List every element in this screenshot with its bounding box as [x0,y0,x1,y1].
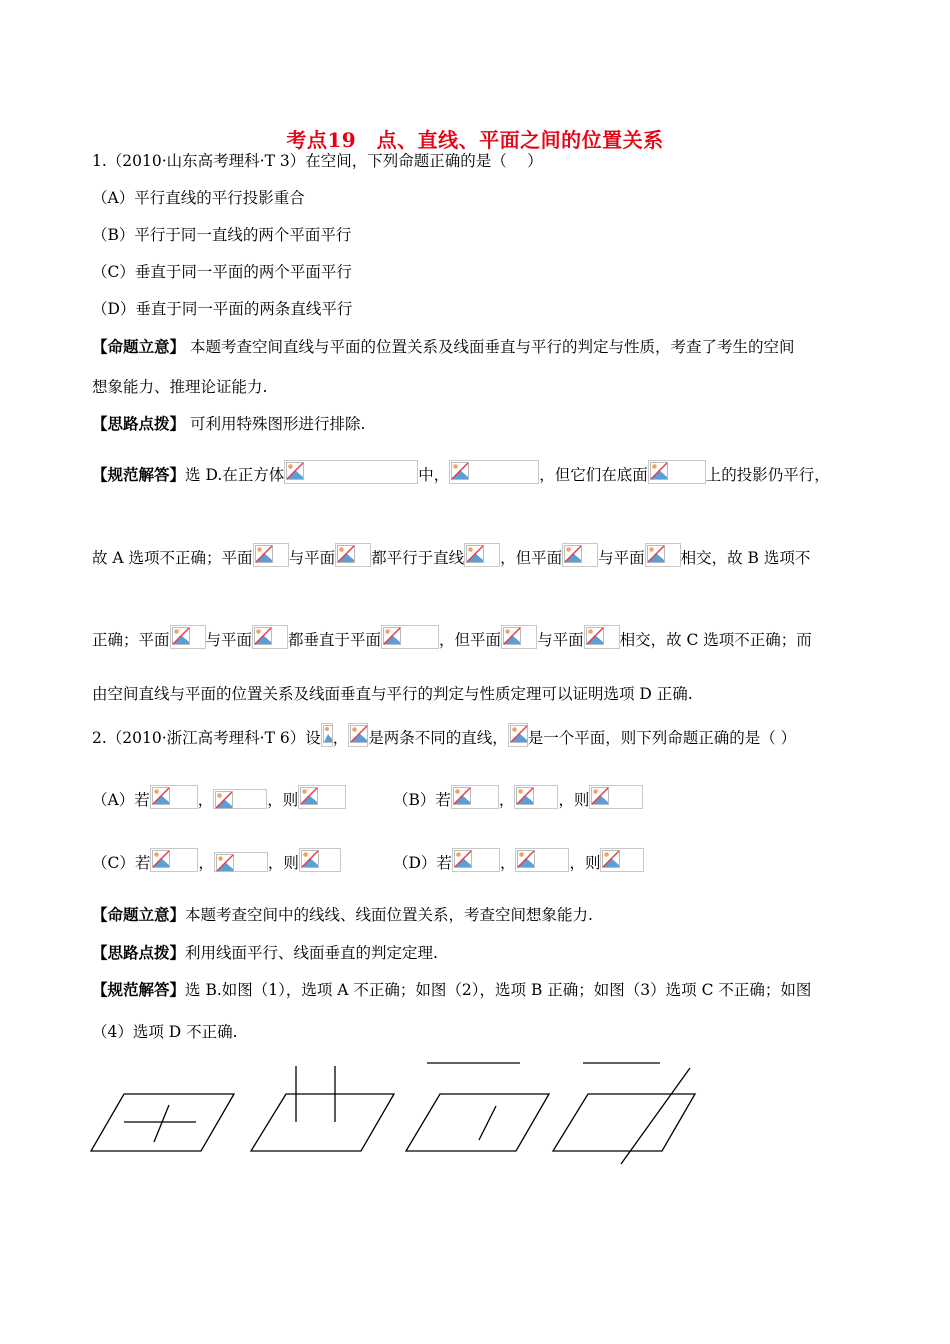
q1-intent-cont: 想象能力、推理论证能力. [92,378,268,396]
text-run: （D）若 [393,854,452,872]
q1-option-b: （B）平行于同一直线的两个平面平行 [92,226,352,244]
text-run: 上的投影仍平行， [705,466,830,484]
figure-4 [553,1063,695,1164]
text-run: 中， [418,466,450,484]
text-run: ， [499,854,516,872]
text-run: ， [198,854,214,872]
text-run: 相交，故 B 选项不 [680,549,811,567]
text-run: 是两条不同的直线， [368,729,508,747]
intent-label: 【命题立意】 [92,337,186,356]
hint-label: 【思路点拨】 [92,414,186,433]
solution-text: 选 B.如图（1），选项 A 不正确；如图（2），选项 B 正确；如图（3）选项 C 不正确；如图 [185,981,812,999]
text-run: 与平面 [598,549,645,567]
q1-option-a: （A）平行直线的平行投影重合 [92,189,305,207]
q1-option-d: （D）垂直于同一平面的两条直线平行 [92,300,353,318]
text-run: 相交，故 C 选项不正确；而 [619,631,812,649]
text-run: 正确；平面 [92,631,170,649]
plane-parallelogram [251,1094,394,1151]
text-run: 都平行于直线 [371,549,465,567]
figure-3 [406,1063,549,1151]
intent-label: 【命题立意】 [92,905,186,924]
text-run: ， [498,791,515,809]
page-title: 考点19 点、直线、平面之间的位置关系 [286,128,664,152]
text-run: 2.（2010·浙江高考理科·T 6）设 [92,729,321,747]
intent-text: 本题考查空间中的线线、线面位置关系，考查空间想象能力. [185,906,593,924]
text-run: （A）若 [92,791,150,809]
hint-text: 可利用特殊图形进行排除. [185,415,366,433]
q1-solution-line4: 由空间直线与平面的位置关系及线面垂直与平行的判定与性质定理可以证明选项 D 正确. [92,685,693,703]
q1-option-c: （C）垂直于同一平面的两个平面平行 [92,263,352,281]
hint-text: 利用线面平行、线面垂直的判定定理. [185,944,438,962]
text-run: ，但平面 [500,549,563,567]
text-run: ，则 [267,854,299,872]
solution-label: 【规范解答】 [92,980,186,999]
text-run: ， [332,729,349,747]
figure-2 [251,1066,394,1151]
text-run: 与平面 [205,631,253,649]
text-run: ， [197,791,214,809]
figure-1 [91,1094,234,1151]
text-run: （C）若 [92,854,151,872]
text-run: ，则 [558,791,590,809]
text-run: （B）若 [393,791,451,809]
hint-label: 【思路点拨】 [92,943,186,962]
text-run: 与平面 [537,631,584,649]
plane-parallelogram [406,1094,549,1151]
text-run: 都垂直于平面 [288,631,382,649]
text-run: 选 D.在正方体 [185,466,285,484]
text-run: ，但它们在底面 [539,466,648,484]
line-segment [154,1105,169,1142]
text-run: 故 A 选项不正确；平面 [92,549,253,567]
text-run: ，则 [267,791,299,809]
intent-text: 本题考查空间直线与平面的位置关系及线面垂直与平行的判定与性质，考查了考生的空间 [185,338,795,356]
plane-parallelogram [553,1094,695,1151]
text-run: ，但平面 [439,631,502,649]
text-run: ，则 [569,854,601,872]
text-run: 是一个平面，则下列命题正确的是（ ） [527,729,797,747]
solution-label: 【规范解答】 [92,465,186,484]
q2-solution-cont: （4）选项 D 不正确. [92,1023,238,1041]
line-segment [479,1106,496,1140]
text-run: 与平面 [288,549,336,567]
q1-stem: 1.（2010·山东高考理科·T 3）在空间，下列命题正确的是（ ） [92,152,543,170]
line-segment [621,1068,690,1164]
